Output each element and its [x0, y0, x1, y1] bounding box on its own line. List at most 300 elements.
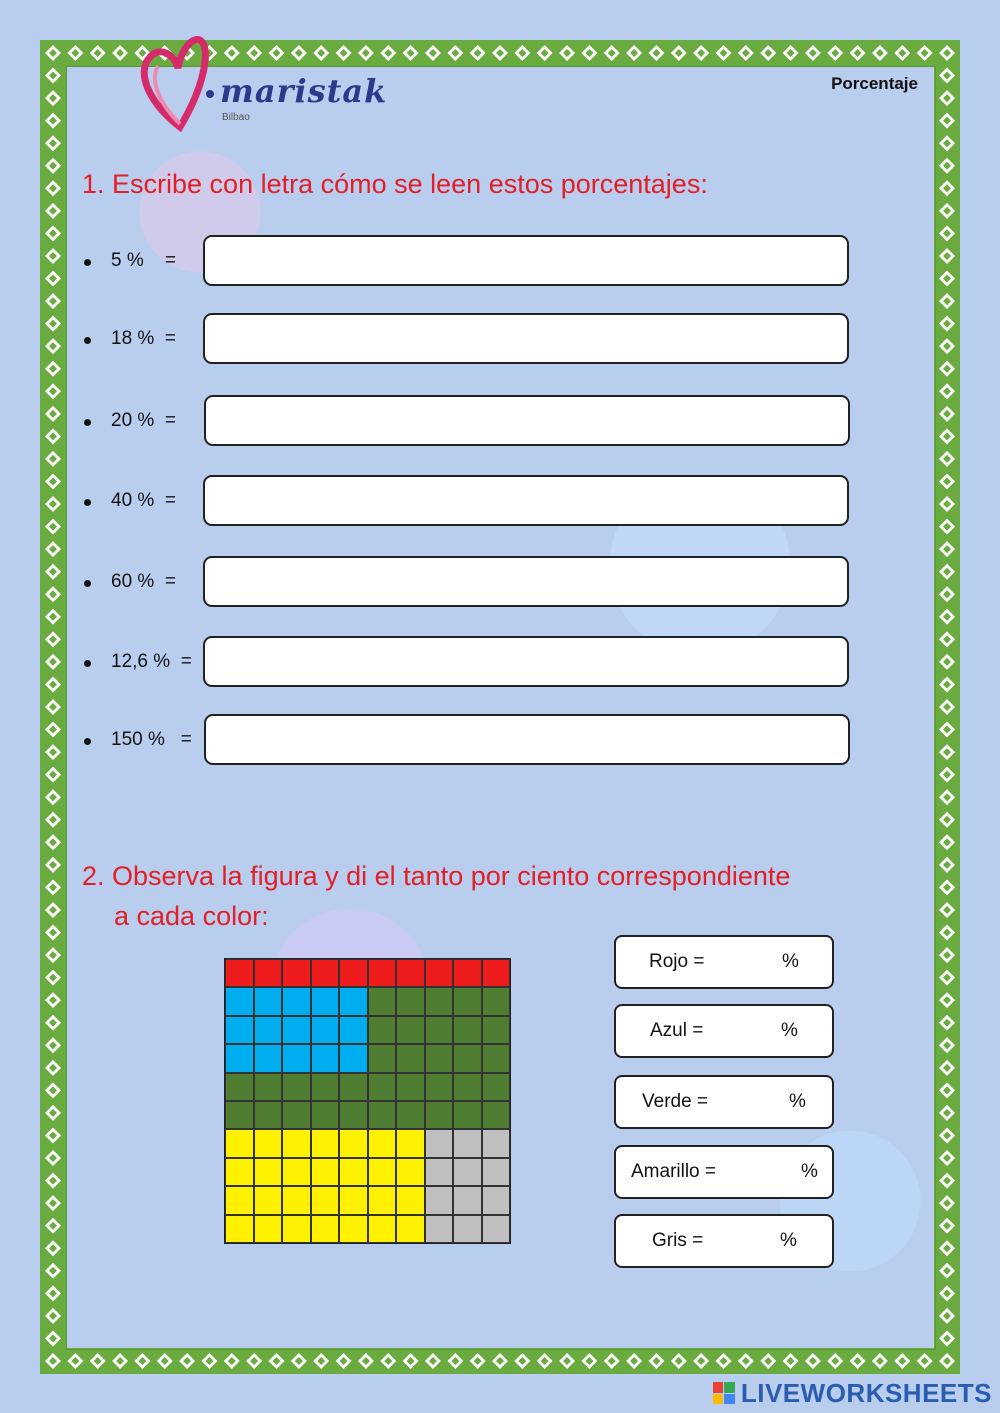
percentage-item [80, 475, 855, 529]
grid-cell [339, 1215, 368, 1243]
grid-cell [282, 1016, 311, 1044]
border-diamond [269, 1353, 285, 1369]
grid-cell [339, 1044, 368, 1072]
grid-cell [282, 1186, 311, 1214]
border-diamond [716, 1353, 732, 1369]
border-diamond [939, 68, 955, 84]
bullet-icon [84, 259, 91, 266]
grid-cell [425, 1101, 454, 1129]
grid-cell [339, 1101, 368, 1129]
border-diamond [939, 1082, 955, 1098]
percent-symbol: % [789, 1091, 806, 1112]
border-diamond [45, 1240, 61, 1256]
grid-cell [225, 959, 254, 987]
heart-logo-icon [138, 32, 228, 132]
grid-cell [396, 959, 425, 987]
border-diamond [45, 676, 61, 692]
border-diamond [581, 45, 597, 61]
grid-cell [453, 1044, 482, 1072]
grid-cell [254, 1129, 283, 1157]
border-diamond [939, 225, 955, 241]
grid-cell [282, 1073, 311, 1101]
border-diamond [760, 1353, 776, 1369]
border-diamond [45, 586, 61, 602]
border-diamond [693, 45, 709, 61]
grid-cell [311, 1129, 340, 1157]
border-diamond [45, 970, 61, 986]
border-diamond [939, 609, 955, 625]
logo-wordmark: maristak [220, 72, 388, 110]
border-diamond [380, 1353, 396, 1369]
border-diamond [939, 1240, 955, 1256]
border-diamond [45, 90, 61, 106]
liveworksheets-brand [713, 1377, 992, 1409]
grid-cell [254, 1016, 283, 1044]
grid-cell [282, 1101, 311, 1129]
grid-cell [425, 1158, 454, 1186]
grid-cell [368, 1215, 397, 1243]
border-diamond [693, 1353, 709, 1369]
border-diamond [939, 1218, 955, 1234]
grid-cell [453, 1186, 482, 1214]
border-diamond [403, 45, 419, 61]
border-diamond [45, 1353, 61, 1369]
border-diamond [939, 767, 955, 783]
grid-cell [282, 987, 311, 1015]
grid-cell [368, 1129, 397, 1157]
answer-label: Azul = [650, 1020, 704, 1041]
border-diamond [604, 1353, 620, 1369]
grid-cell [225, 1044, 254, 1072]
grid-cell [311, 1073, 340, 1101]
border-diamond [805, 45, 821, 61]
border-diamond [45, 406, 61, 422]
grid-cell [282, 1129, 311, 1157]
grid-cell [339, 1129, 368, 1157]
grid-cell [339, 1158, 368, 1186]
border-diamond [45, 293, 61, 309]
border-diamond [67, 45, 83, 61]
grid-cell [425, 1044, 454, 1072]
question-1-title: 1. Escribe con letra cómo se leen estos porcentajes: [82, 169, 708, 199]
border-diamond [380, 45, 396, 61]
border-diamond [894, 45, 910, 61]
grid-cell [425, 987, 454, 1015]
bullet-icon [84, 660, 91, 667]
border-diamond [939, 925, 955, 941]
border-diamond [45, 1015, 61, 1031]
border-diamond [313, 1353, 329, 1369]
border-diamond [45, 45, 61, 61]
grid-cell [482, 1101, 511, 1129]
grid-cell [482, 987, 511, 1015]
answer-box-azul[interactable] [614, 1004, 834, 1058]
grid-cell [311, 1016, 340, 1044]
border-diamond [492, 1353, 508, 1369]
percentage-label: 12,6 % = [111, 651, 192, 672]
border-diamond [45, 68, 61, 84]
border-diamond [559, 1353, 575, 1369]
border-diamond [939, 1060, 955, 1076]
border-diamond [45, 834, 61, 850]
border-diamond [45, 744, 61, 760]
border-diamond [45, 496, 61, 512]
border-diamond [45, 519, 61, 535]
border-diamond [112, 45, 128, 61]
grid-cell [311, 1215, 340, 1243]
border-diamond [246, 1353, 262, 1369]
border-diamond [45, 113, 61, 129]
border-diamond [648, 1353, 664, 1369]
border-diamond [45, 1285, 61, 1301]
border-diamond [917, 1353, 933, 1369]
border-diamond [425, 45, 441, 61]
border-diamond [45, 428, 61, 444]
border-diamond [894, 1353, 910, 1369]
border-diamond [45, 203, 61, 219]
grid-cell [425, 1129, 454, 1157]
grid-cell [396, 987, 425, 1015]
grid-cell [396, 1073, 425, 1101]
border-diamond [939, 947, 955, 963]
grid-cell [254, 1044, 283, 1072]
answer-box-amarillo[interactable] [614, 1145, 834, 1199]
border-diamond [738, 45, 754, 61]
bullet-icon [84, 419, 91, 426]
border-diamond [939, 271, 955, 287]
bullet-icon [84, 580, 91, 587]
border-diamond [581, 1353, 597, 1369]
border-diamond [492, 45, 508, 61]
percentage-item [80, 714, 855, 768]
border-diamond [45, 316, 61, 332]
border-diamond [45, 925, 61, 941]
grid-cell [396, 1016, 425, 1044]
grid-cell [225, 1129, 254, 1157]
grid-cell [282, 1215, 311, 1243]
percentage-item [80, 556, 855, 610]
grid-cell [254, 1186, 283, 1214]
border-diamond [626, 1353, 642, 1369]
border-diamond [45, 1127, 61, 1143]
border-diamond [939, 992, 955, 1008]
border-diamond [939, 1150, 955, 1166]
border-diamond [45, 654, 61, 670]
border-diamond [939, 1308, 955, 1324]
border-diamond [738, 1353, 754, 1369]
grid-cell [311, 1186, 340, 1214]
border-diamond [939, 970, 955, 986]
grid-cell [254, 1158, 283, 1186]
grid-cell [225, 987, 254, 1015]
border-diamond [559, 45, 575, 61]
grid-cell [453, 959, 482, 987]
answer-box-rojo[interactable] [614, 935, 834, 989]
border-diamond [45, 225, 61, 241]
bullet-icon [84, 499, 91, 506]
border-diamond [514, 1353, 530, 1369]
border-diamond [45, 473, 61, 489]
answer-box-gris[interactable] [614, 1214, 834, 1268]
border-diamond [45, 789, 61, 805]
answer-input[interactable] [203, 636, 849, 687]
border-diamond [45, 338, 61, 354]
grid-cell [225, 1016, 254, 1044]
border-diamond [939, 676, 955, 692]
border-diamond [604, 45, 620, 61]
answer-label: Rojo = [649, 951, 705, 972]
grid-cell [453, 1215, 482, 1243]
border-diamond [224, 1353, 240, 1369]
border-diamond [939, 812, 955, 828]
liveworksheets-logo-icon [713, 1382, 735, 1404]
border-diamond [45, 248, 61, 264]
grid-cell [311, 1101, 340, 1129]
grid-cell [453, 1101, 482, 1129]
border-diamond [939, 1353, 955, 1369]
border-diamond [805, 1353, 821, 1369]
border-diamond [179, 1353, 195, 1369]
grid-cell [425, 1186, 454, 1214]
grid-cell [368, 1016, 397, 1044]
border-diamond [45, 1082, 61, 1098]
border-diamond [939, 451, 955, 467]
border-diamond [45, 451, 61, 467]
percentage-item [80, 313, 855, 367]
border-diamond [447, 45, 463, 61]
percentage-item [80, 235, 855, 289]
border-diamond [939, 879, 955, 895]
border-diamond [939, 203, 955, 219]
border-diamond [45, 361, 61, 377]
border-diamond [939, 316, 955, 332]
border-diamond [939, 45, 955, 61]
grid-cell [425, 1016, 454, 1044]
border-diamond [45, 1105, 61, 1121]
grid-cell [254, 987, 283, 1015]
border-diamond [45, 857, 61, 873]
grid-cell [482, 1073, 511, 1101]
border-diamond [939, 699, 955, 715]
border-diamond [45, 1060, 61, 1076]
answer-input[interactable] [203, 235, 849, 286]
border-diamond [939, 586, 955, 602]
grid-cell [311, 1158, 340, 1186]
border-diamond [939, 834, 955, 850]
answer-input[interactable] [204, 395, 850, 446]
percent-symbol: % [781, 1020, 798, 1041]
border-diamond [939, 1015, 955, 1031]
border-diamond [939, 90, 955, 106]
border-diamond [939, 519, 955, 535]
border-diamond [112, 1353, 128, 1369]
border-diamond [45, 1173, 61, 1189]
border-diamond [671, 1353, 687, 1369]
border-diamond [425, 1353, 441, 1369]
border-diamond [850, 1353, 866, 1369]
answer-input[interactable] [204, 714, 850, 765]
border-diamond [939, 902, 955, 918]
border-diamond [45, 1308, 61, 1324]
grid-cell [396, 1158, 425, 1186]
border-diamond [291, 1353, 307, 1369]
border-diamond [45, 631, 61, 647]
answer-label: Amarillo = [631, 1161, 716, 1182]
border-diamond [939, 406, 955, 422]
border-diamond [45, 1195, 61, 1211]
grid-cell [339, 1016, 368, 1044]
answer-input[interactable] [203, 475, 849, 526]
border-diamond [45, 271, 61, 287]
grid-cell [368, 1044, 397, 1072]
border-diamond [45, 1263, 61, 1279]
grid-cell [225, 1101, 254, 1129]
grid-cell [482, 1215, 511, 1243]
border-diamond [514, 45, 530, 61]
percentage-item [80, 636, 855, 690]
border-diamond [939, 428, 955, 444]
border-diamond [939, 338, 955, 354]
grid-cell [311, 987, 340, 1015]
grid-cell [482, 959, 511, 987]
grid-cell [368, 1101, 397, 1129]
border-diamond [470, 1353, 486, 1369]
hundred-square-grid [224, 958, 511, 1244]
percentage-label: 40 % = [111, 490, 176, 511]
topic-label: Porcentaje [831, 74, 918, 93]
bullet-icon [84, 738, 91, 745]
grid-cell [396, 1215, 425, 1243]
border-diamond [939, 1173, 955, 1189]
border-diamond [626, 45, 642, 61]
grid-cell [396, 1129, 425, 1157]
border-diamond [939, 541, 955, 557]
grid-cell [368, 987, 397, 1015]
border-diamond [45, 1037, 61, 1053]
border-diamond [537, 45, 553, 61]
border-diamond [45, 541, 61, 557]
grid-cell [453, 987, 482, 1015]
border-diamond [45, 812, 61, 828]
percentage-label: 5 % = [111, 250, 176, 271]
grid-cell [396, 1101, 425, 1129]
grid-cell [453, 1016, 482, 1044]
border-diamond [45, 609, 61, 625]
border-diamond [939, 654, 955, 670]
grid-cell [311, 1044, 340, 1072]
border-diamond [45, 564, 61, 580]
border-diamond [45, 135, 61, 151]
border-diamond [783, 1353, 799, 1369]
school-logo [138, 32, 388, 132]
border-diamond [872, 45, 888, 61]
grid-cell [482, 1044, 511, 1072]
border-diamond [783, 45, 799, 61]
border-diamond [45, 902, 61, 918]
border-diamond [939, 248, 955, 264]
border-diamond [45, 992, 61, 1008]
border-diamond [939, 564, 955, 580]
percentage-label: 150 % = [111, 729, 192, 750]
border-diamond [45, 1218, 61, 1234]
grid-cell [225, 1186, 254, 1214]
question-2-title-line1: 2. Observa la figura y di el tanto por ciento correspondiente [82, 861, 791, 891]
border-diamond [917, 45, 933, 61]
border-diamond [827, 1353, 843, 1369]
border-diamond [648, 45, 664, 61]
percentage-label: 60 % = [111, 571, 176, 592]
border-diamond [872, 1353, 888, 1369]
border-diamond [827, 45, 843, 61]
grid-cell [396, 1044, 425, 1072]
border-diamond [850, 45, 866, 61]
border-diamond [939, 383, 955, 399]
border-diamond [336, 1353, 352, 1369]
border-diamond [90, 1353, 106, 1369]
grid-cell [225, 1073, 254, 1101]
border-diamond [45, 383, 61, 399]
border-diamond [939, 1127, 955, 1143]
grid-cell [282, 1044, 311, 1072]
border-diamond [939, 113, 955, 129]
border-diamond [45, 767, 61, 783]
border-diamond [45, 158, 61, 174]
answer-box-verde[interactable] [614, 1075, 834, 1129]
border-diamond [939, 180, 955, 196]
percent-symbol: % [782, 951, 799, 972]
border-diamond [939, 1330, 955, 1346]
percentage-label: 20 % = [111, 410, 176, 431]
grid-cell [368, 1186, 397, 1214]
grid-cell [425, 1215, 454, 1243]
border-diamond [939, 789, 955, 805]
grid-cell [339, 959, 368, 987]
border-diamond [134, 1353, 150, 1369]
border-diamond [939, 722, 955, 738]
grid-cell [453, 1129, 482, 1157]
border-diamond [939, 1263, 955, 1279]
border-diamond [358, 1353, 374, 1369]
grid-cell [311, 959, 340, 987]
border-diamond [716, 45, 732, 61]
border-diamond [671, 45, 687, 61]
grid-cell [368, 959, 397, 987]
answer-input[interactable] [203, 313, 849, 364]
percent-symbol: % [780, 1230, 797, 1251]
border-diamond [403, 1353, 419, 1369]
grid-cell [453, 1158, 482, 1186]
logo-subtext: Bilbao [222, 112, 250, 123]
grid-cell [225, 1215, 254, 1243]
grid-cell [482, 1016, 511, 1044]
percentage-label: 18 % = [111, 328, 176, 349]
answer-input[interactable] [203, 556, 849, 607]
question-2-title [82, 856, 922, 936]
border-diamond [939, 293, 955, 309]
grid-cell [396, 1186, 425, 1214]
grid-cell [225, 1158, 254, 1186]
border-diamond [939, 361, 955, 377]
border-diamond [939, 473, 955, 489]
grid-cell [254, 959, 283, 987]
grid-cell [482, 1186, 511, 1214]
border-diamond [939, 1105, 955, 1121]
border-diamond [157, 1353, 173, 1369]
border-diamond [67, 1353, 83, 1369]
border-diamond [939, 631, 955, 647]
border-diamond [45, 1330, 61, 1346]
grid-cell [254, 1073, 283, 1101]
